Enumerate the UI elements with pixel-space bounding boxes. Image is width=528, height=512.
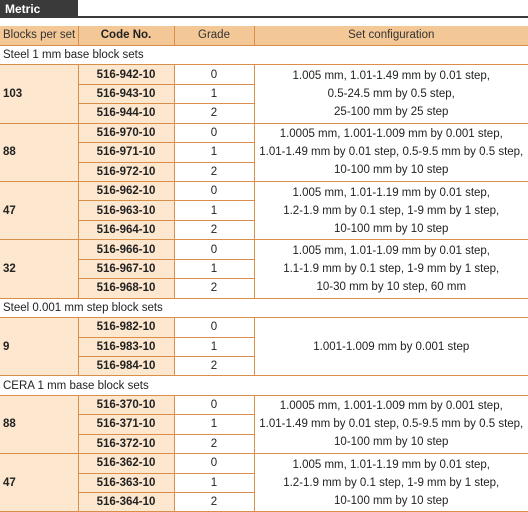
grade-cell: 0: [174, 65, 254, 84]
set-configuration-line: 10-100 mm by 10 step: [334, 436, 449, 449]
grade-cell: 0: [174, 454, 254, 473]
blocks-per-set-cell: 47: [0, 182, 78, 240]
table-row: [0, 454, 528, 473]
set-configuration-cell: [254, 123, 528, 181]
set-configuration-line: 25-100 mm by 25 step: [334, 106, 449, 119]
section-row: [0, 298, 528, 317]
code-no-cell: 516-984-10: [78, 356, 174, 375]
set-configuration-line: 1.0005 mm, 1.001-1.009 mm by 0.001 step,: [279, 128, 503, 141]
column-header-grade: Grade: [174, 26, 254, 45]
code-no-cell: 516-971-10: [78, 143, 174, 162]
grade-cell: 2: [174, 434, 254, 453]
code-no-cell: 516-972-10: [78, 162, 174, 181]
set-configuration-line: 1.005 mm, 1.01-1.19 mm by 0.01 step,: [292, 458, 491, 471]
grade-cell: 2: [174, 356, 254, 375]
grade-cell: 2: [174, 279, 254, 298]
code-no-cell: 516-364-10: [78, 493, 174, 512]
section-title-cell: CERA 1 mm base block sets: [0, 376, 528, 395]
table-row: [0, 240, 528, 259]
code-no-cell: 516-371-10: [78, 415, 174, 434]
blocks-per-set-cell: 32: [0, 240, 78, 298]
set-configuration-line: 1.0005 mm, 1.001-1.009 mm by 0.001 step,: [279, 400, 503, 413]
grade-cell: 1: [174, 259, 254, 278]
code-no-cell: 516-943-10: [78, 84, 174, 103]
grade-cell: 1: [174, 415, 254, 434]
code-no-cell: 516-968-10: [78, 279, 174, 298]
table-row: [0, 395, 528, 414]
grade-cell: 0: [174, 318, 254, 337]
code-no-cell: 516-983-10: [78, 337, 174, 356]
set-configuration-line: 1.01-1.49 mm by 0.01 step, 0.5-9.5 mm by 0.5 step,: [259, 418, 524, 431]
code-no-cell: 516-944-10: [78, 104, 174, 123]
grade-cell: 2: [174, 162, 254, 181]
table-row: [0, 65, 528, 84]
blocks-per-set-cell: 88: [0, 395, 78, 453]
set-configuration-line: 1.005 mm, 1.01-1.49 mm by 0.01 step,: [292, 70, 491, 83]
set-configuration-cell: [254, 454, 528, 512]
set-configuration-cell: [254, 65, 528, 123]
grade-cell: 0: [174, 395, 254, 414]
set-configuration-line: 1.005 mm, 1.01-1.09 mm by 0.01 step,: [292, 244, 491, 257]
table-row: [0, 123, 528, 142]
column-header-code: Code No.: [78, 26, 174, 45]
section-title-cell: Steel 1 mm base block sets: [0, 45, 528, 64]
blocks-per-set-cell: 9: [0, 318, 78, 376]
section-row: [0, 376, 528, 395]
code-no-cell: 516-370-10: [78, 395, 174, 414]
set-configuration-cell: [254, 318, 528, 376]
grade-cell: 2: [174, 220, 254, 239]
grade-cell: 1: [174, 473, 254, 492]
section-title-cell: Steel 0.001 mm step block sets: [0, 298, 528, 317]
set-configuration-cell: [254, 182, 528, 240]
code-no-cell: 516-982-10: [78, 318, 174, 337]
section-title: Metric: [0, 0, 78, 18]
grade-cell: 1: [174, 84, 254, 103]
grade-cell: 0: [174, 182, 254, 201]
set-configuration-line: 10-100 mm by 10 step: [334, 494, 449, 507]
table-row: [0, 318, 528, 337]
grade-cell: 1: [174, 337, 254, 356]
blocks-per-set-cell: 103: [0, 65, 78, 123]
code-no-cell: 516-966-10: [78, 240, 174, 259]
code-no-cell: 516-362-10: [78, 454, 174, 473]
code-no-cell: 516-962-10: [78, 182, 174, 201]
grade-cell: 0: [174, 123, 254, 142]
table-header-row: [0, 26, 528, 45]
grade-cell: 1: [174, 201, 254, 220]
grade-cell: 2: [174, 104, 254, 123]
set-configuration-line: 1.2-1.9 mm by 0.1 step, 1-9 mm by 1 step,: [283, 204, 500, 217]
grade-cell: 0: [174, 240, 254, 259]
set-configuration-line: 1.001-1.009 mm by 0.001 step: [313, 340, 470, 353]
code-no-cell: 516-964-10: [78, 220, 174, 239]
code-no-cell: 516-363-10: [78, 473, 174, 492]
set-configuration-line: 10-100 mm by 10 step: [334, 222, 449, 235]
blocks-per-set-cell: 47: [0, 454, 78, 512]
gauge-block-table: [0, 26, 528, 512]
code-no-cell: 516-970-10: [78, 123, 174, 142]
set-configuration-line: 1.2-1.9 mm by 0.1 step, 1-9 mm by 1 step,: [283, 476, 500, 489]
grade-cell: 2: [174, 493, 254, 512]
set-configuration-line: 1.1-1.9 mm by 0.1 step, 1-9 mm by 1 step,: [283, 262, 500, 275]
code-no-cell: 516-372-10: [78, 434, 174, 453]
table-row: [0, 182, 528, 201]
blocks-per-set-cell: 88: [0, 123, 78, 181]
code-no-cell: 516-963-10: [78, 201, 174, 220]
grade-cell: 1: [174, 143, 254, 162]
code-no-cell: 516-967-10: [78, 259, 174, 278]
set-configuration-cell: [254, 240, 528, 298]
column-header-blocks: Blocks per set: [0, 26, 78, 45]
set-configuration-line: 1.01-1.49 mm by 0.01 step, 0.5-9.5 mm by 0.5 step,: [259, 146, 524, 159]
header-rule: [78, 16, 528, 18]
set-configuration-cell: [254, 395, 528, 453]
set-configuration-line: 10-100 mm by 10 step: [334, 164, 449, 177]
table-body: [0, 45, 528, 512]
code-no-cell: 516-942-10: [78, 65, 174, 84]
section-header: [0, 0, 528, 18]
set-configuration-line: 10-30 mm by 10 step, 60 mm: [316, 280, 467, 293]
set-configuration-line: 1.005 mm, 1.01-1.19 mm by 0.01 step,: [292, 186, 491, 199]
section-row: [0, 45, 528, 64]
column-header-config: Set configuration: [254, 26, 528, 45]
set-configuration-line: 0.5-24.5 mm by 0.5 step,: [327, 88, 455, 101]
